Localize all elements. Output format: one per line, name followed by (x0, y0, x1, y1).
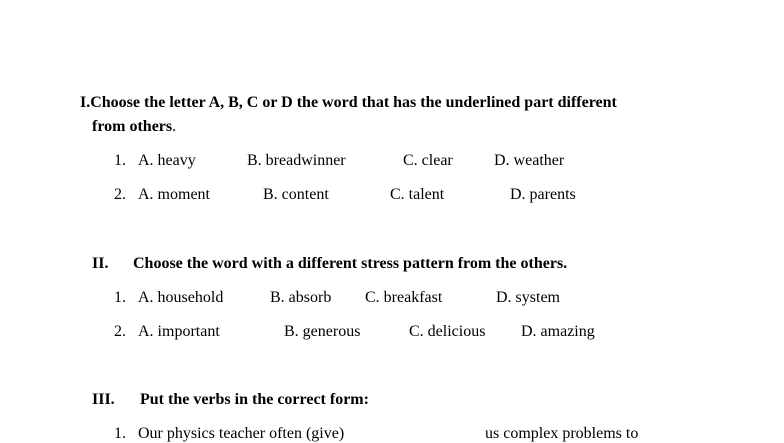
question-number: 2. (114, 186, 126, 203)
section-1-heading-continued (92, 118, 176, 136)
option-c: C. delicious (409, 323, 486, 340)
section-1-heading-period: . (172, 118, 177, 135)
option-b: B. breadwinner (247, 152, 346, 169)
option-a: A. moment (138, 186, 210, 203)
section-2-heading: Choose the word with a different stress pattern from the others. (133, 255, 568, 272)
question-text: Our physics teacher often (give) (138, 425, 345, 442)
section-3-numeral: III. (92, 391, 115, 408)
option-c: C. clear (403, 152, 453, 169)
section-1-heading-tail: from others (92, 118, 173, 135)
option-a: A. household (138, 289, 224, 306)
question-number: 1. (114, 289, 126, 306)
option-b: B. absorb (270, 289, 332, 306)
option-b: B. content (263, 186, 329, 203)
option-b: B. generous (284, 323, 361, 340)
option-a: A. heavy (138, 152, 196, 169)
option-d: D. amazing (521, 323, 595, 340)
section-1-heading: I.Choose the letter A, B, C or D the word that has the underlined part different (80, 94, 617, 111)
section-2-numeral: II. (92, 255, 109, 272)
question-text-continued: us complex problems to (485, 425, 639, 442)
option-a: A. important (138, 323, 220, 340)
question-number: 1. (114, 152, 126, 169)
option-d: D. weather (494, 152, 565, 169)
option-d: D. system (496, 289, 560, 306)
option-d: D. parents (510, 186, 576, 203)
section-3-heading: Put the verbs in the correct form: (140, 391, 369, 408)
option-c: C. breakfast (365, 289, 443, 306)
question-number: 2. (114, 323, 126, 340)
question-number: 1. (114, 425, 126, 442)
option-c: C. talent (390, 186, 445, 203)
